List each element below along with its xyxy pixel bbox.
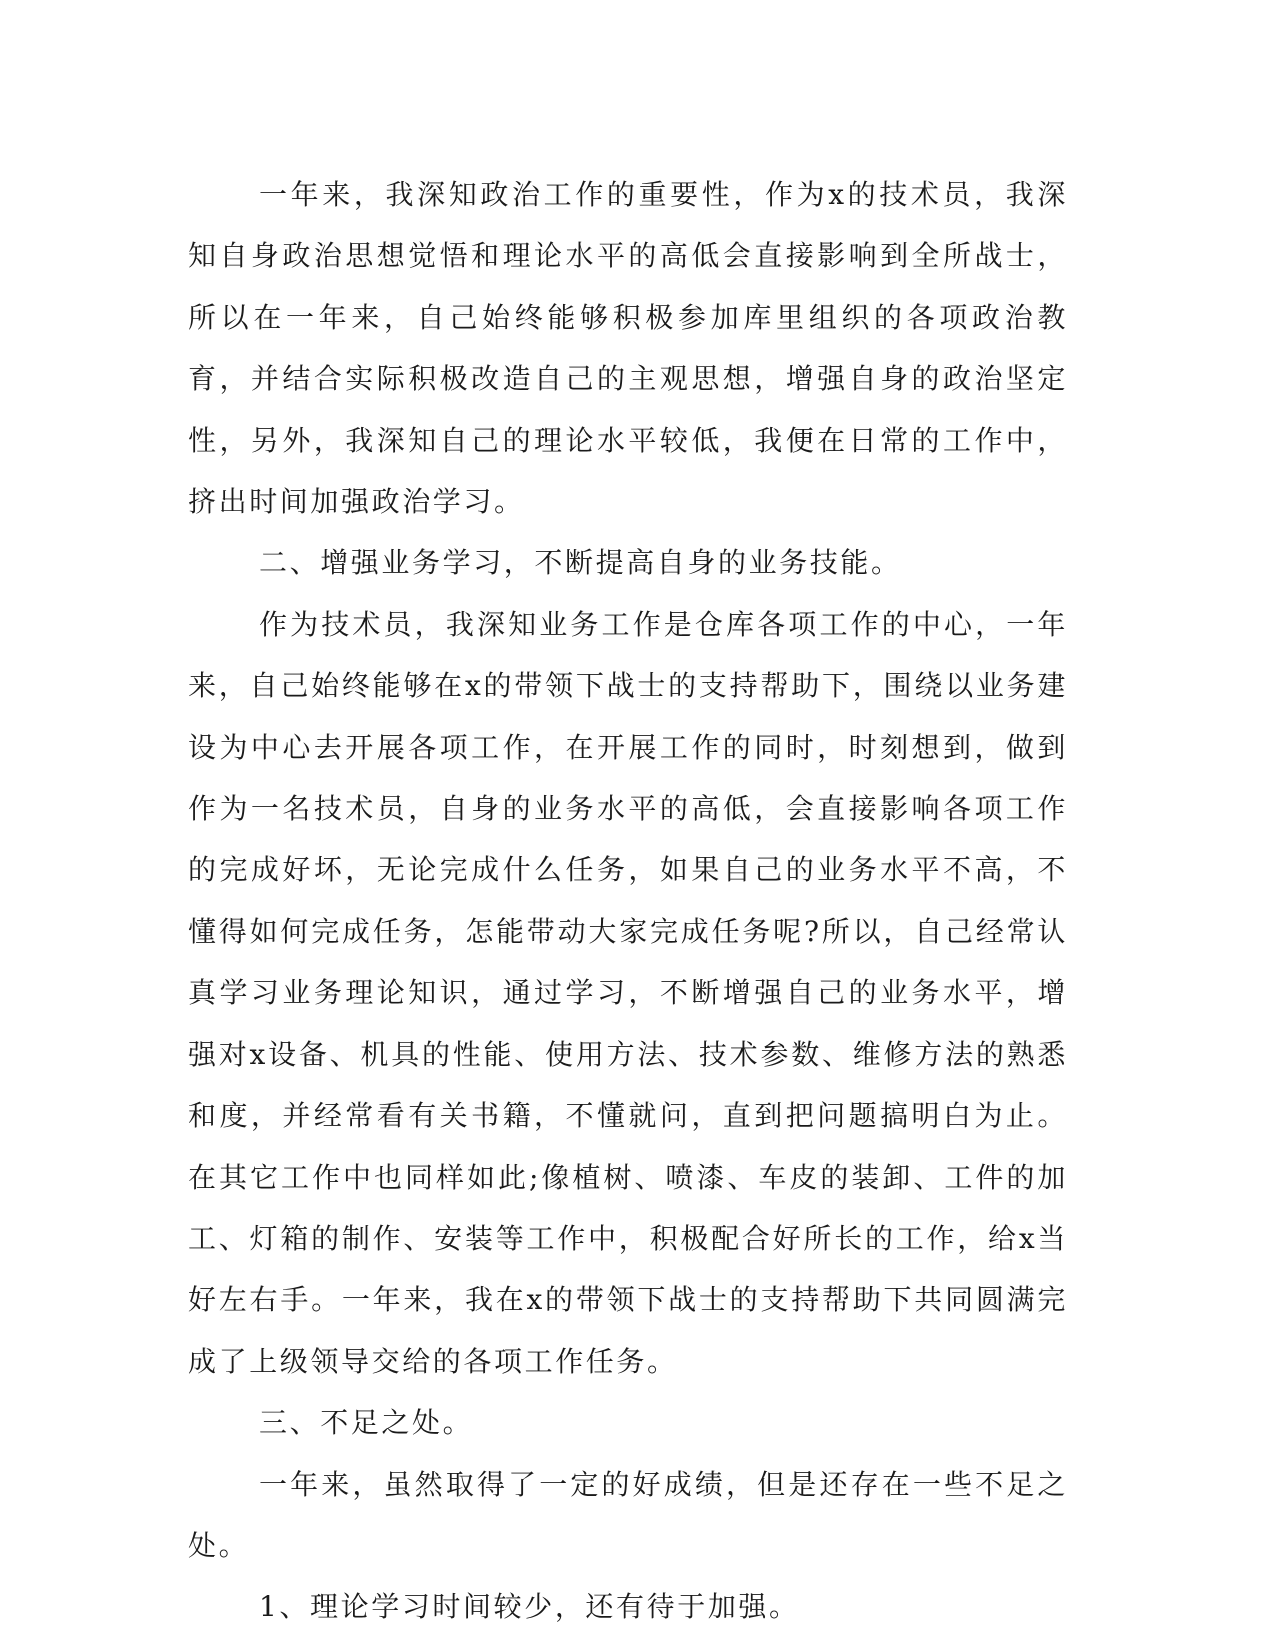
paragraph-shortcomings-intro: 一年来，虽然取得了一定的好成绩，但是还存在一些不足之处。 [188,1467,1068,1562]
paragraph-business-work: 作为技术员，我深知业务工作是仓库各项工作的中心，一年来，自己始终能够在x的带领下战士的支持帮助下，围绕以业务建设为中心去开展各项工作，在开展工作的同时，时刻想到，做到作为一名技术员，自身的业务水平的高低，会直接影响各项工作的完成好坏，无论完成什么任务，如果自己的业务水平不高，不懂得如何完成任务，怎能带动大家完成任务呢?所以，自己经常认真学习业务理论知识，通过学习，不断增强自己的业务水平，增强对x设备、机具的性能、使用方法、技术参数、维修方法的熟悉和度，并经常看有关书籍，不懂就问，直到把问题搞明白为止。在其它工作中也同样如此;像植树、喷漆、车皮的装卸、工件的加工、灯箱的制作、安装等工作中，积极配合好所长的工作，给x当好左右手。一年来，我在x的带领下战士的支持帮助下共同圆满完成了上级领导交给的各项工作任务。 [188,607,1068,1378]
paragraph-political-study: 一年来，我深知政治工作的重要性，作为x的技术员，我深知自身政治思想觉悟和理论水平的高低会直接影响到全所战士，所以在一年来，自己始终能够积极参加库里组织的各项政治教育，并结合实际积极改造自己的主观思想，增强自身的政治坚定性，另外，我深知自己的理论水平较低，我便在日常的工作中，挤出时间加强政治学习。 [188,178,1068,519]
list-item-shortcoming-1: 1、理论学习时间较少，还有待于加强。 [259,1590,800,1624]
section-heading-business-study: 二、增强业务学习，不断提高自身的业务技能。 [259,546,902,580]
section-heading-shortcomings: 三、不足之处。 [259,1406,474,1440]
document-body [188,164,1068,1638]
